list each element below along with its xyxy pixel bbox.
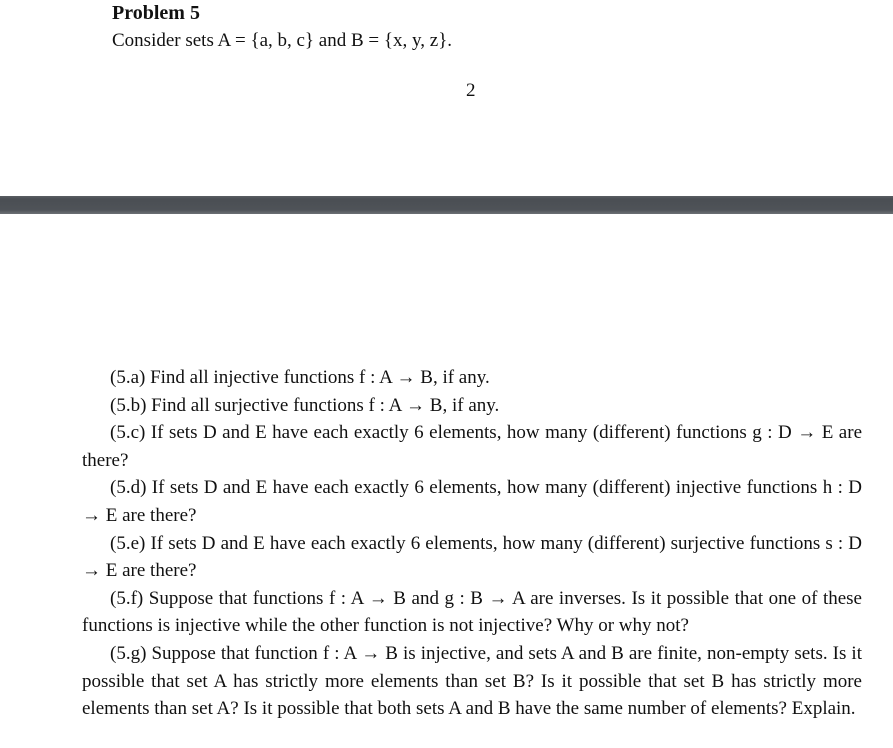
item-5a: (5.a) Find all injective functions f : A → B, if any.: [110, 367, 490, 388]
problem-intro: Consider sets A = {a, b, c} and B = {x, y, z}.: [112, 30, 453, 51]
page-top: [0, 0, 893, 196]
page-divider: [0, 196, 893, 214]
item-5e: (5.e) If sets D and E have each exactly 6 elements, how many (different) surjective functions s : D → E are there?: [82, 532, 862, 582]
item-5c: (5.c) If sets D and E have each exactly 6 elements, how many (different) functions g : D → E are there?: [82, 422, 862, 471]
problem-title: Problem 5: [112, 2, 200, 24]
item-5g: (5.g) Suppose that function f : A → B is injective, and sets A and B are finite, non-empty sets. Is it possible that set A has strictly more elements than set B? Is it possible that set B has strictly more elements than set A? Is it possible that both sets A and B have the same number of elements? Explain.: [82, 642, 862, 720]
page-number: 2: [466, 80, 476, 101]
item-5b: (5.b) Find all surjective functions f : A → B, if any.: [110, 394, 500, 416]
item-5d: (5.d) If sets D and E have each exactly 6 elements, how many (different) injective functions h : D → E are there?: [82, 477, 862, 526]
item-5f: (5.f) Suppose that functions f : A → B and g : B → A are inverses. Is it possible that one of these functions is injective while the other function is not injective? Why or why not?: [82, 587, 862, 637]
problem-items: [82, 364, 862, 723]
